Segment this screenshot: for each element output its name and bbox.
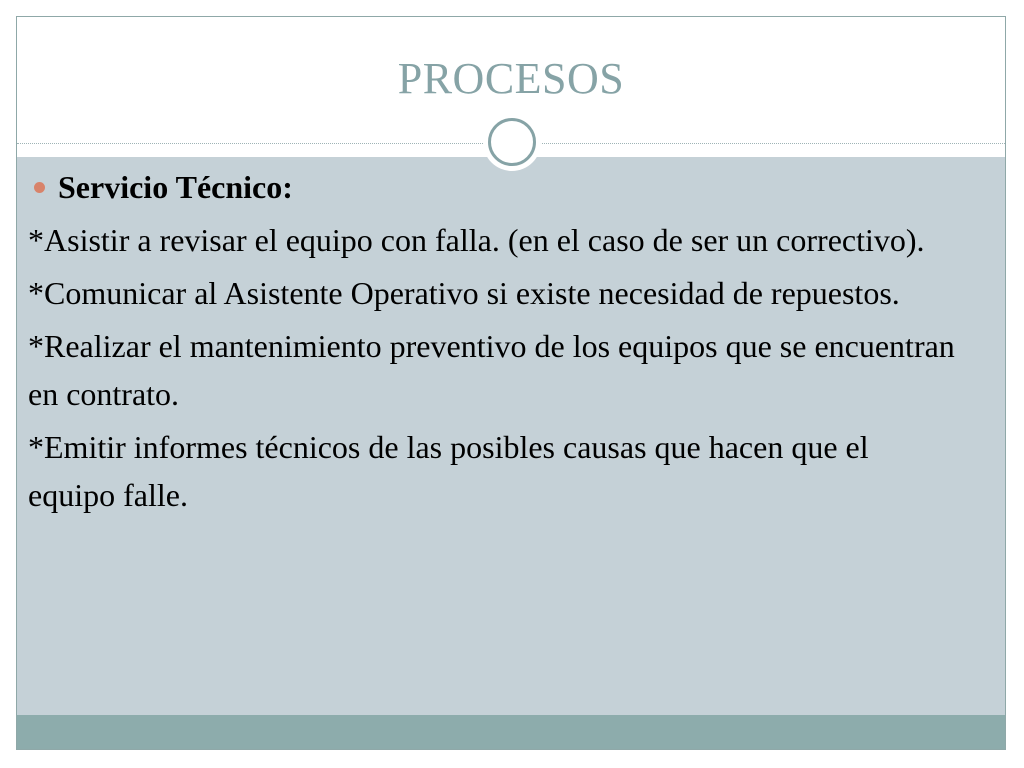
circle-ring <box>488 118 536 166</box>
paragraph: *Comunicar al Asistente Operativo si existe necesidad de repuestos. <box>28 275 900 311</box>
slide-body <box>28 163 958 519</box>
section-heading: Servicio Técnico: <box>58 169 293 205</box>
paragraph: *Realizar el mantenimiento preventivo de los equipos que se encuentran en contrato. <box>28 328 955 412</box>
bullet-item <box>28 163 958 211</box>
bullet-dot-icon <box>34 182 45 193</box>
slide-title: PROCESOS <box>397 54 625 103</box>
footer-bar <box>17 715 1005 749</box>
paragraph: *Asistir a revisar el equipo con falla. (en el caso de ser un correctivo). <box>28 222 925 258</box>
paragraph: *Emitir informes técnicos de las posibles causas que hacen que el equipo falle. <box>28 429 869 513</box>
